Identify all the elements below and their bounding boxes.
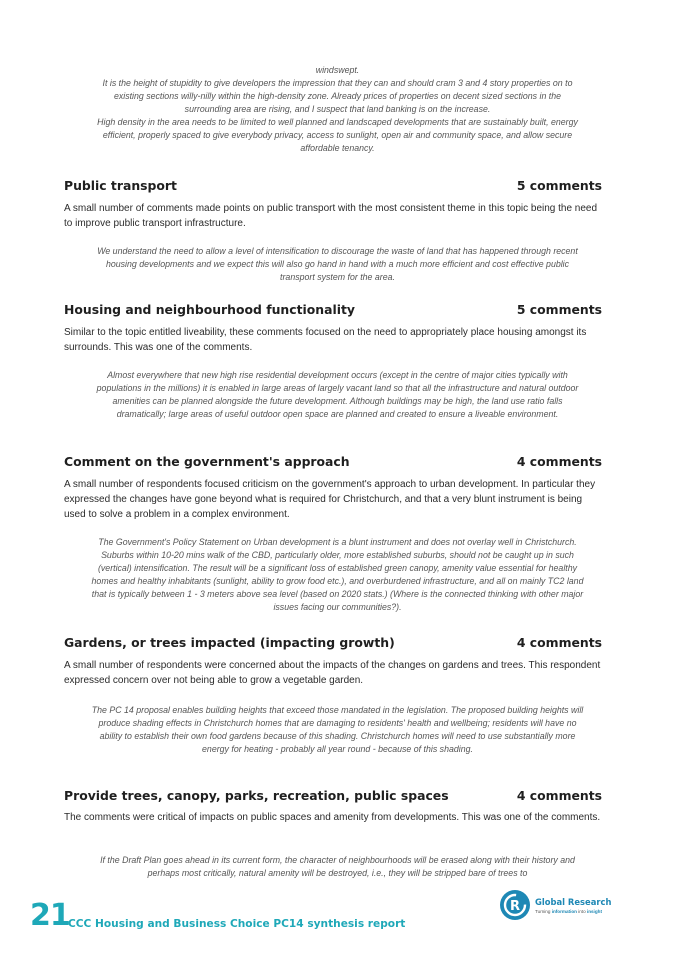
section-quote: Almost everywhere that new high rise residential development occurs (except in the centre of major cities typically with populations in the millions) it is enabled in large areas of largely vacant land so that all the infrastructure and natural outdoor amenities can be planned alongside the future development. Although buildings may be high, the land use ratio falls dramatically; large areas of useful outdoor open space are planned and created to ensure a liveable environment. (96, 370, 579, 419)
intro-quote-line: windswept. (315, 65, 360, 75)
section-body: A small number of respondents focused criticism on the government's approach to urban development. In particular they expressed the changes have gone beyond what is required for Christchurch, and that a very blunt instrument is being used to solve a problem in a complex environment. (64, 479, 596, 520)
logo-tagline-part: into (576, 909, 587, 914)
intro-quote-paragraph: High density in the area needs to be limited to well planned and landscaped developments that are sustainably built, energy efficient, properly spaced to give everybody privacy, access to sunlight, open air and community space, and allow secure affordable tenancy. (97, 117, 578, 153)
section-body: The comments were critical of impacts on public spaces and amenity from developments. This was one of the comments. (64, 812, 601, 823)
global-research-logo (499, 889, 649, 923)
intro-quote (90, 64, 585, 155)
logo-name: Global Research (535, 897, 612, 907)
logo-tagline-emphasis: insight (586, 909, 602, 914)
intro-quote-paragraph: It is the height of stupidity to give developers the impression that they can and should cram 3 and 4 story properties on to existing sections willy-nilly within the high-density zone. Already prices of properties on decent sized sections in the surrounding area are rising, and I suspect that land banking is on the increase. (102, 78, 573, 114)
report-title: CCC Housing and Business Choice PC14 synthesis report (68, 918, 406, 930)
section-title: Housing and neighbourhood functionality (64, 301, 355, 317)
comment-count: 4 comments (516, 453, 602, 469)
section-title: Comment on the government's approach (64, 453, 350, 469)
comment-count: 5 comments (516, 177, 602, 193)
section-title: Provide trees, canopy, parks, recreation, public spaces (64, 787, 449, 803)
logo-tagline-emphasis: information (551, 909, 577, 914)
section-heading-housing (64, 300, 602, 318)
section-quote: The Government's Policy Statement on Urban development is a blunt instrument and does not overlay well in Christchurch. Suburbs within 10-20 mins walk of the CBD, particularly older, more established suburbs, should not be caught up in such (vertical) intensification. The result will be a significant loss of established green canopy, amenity value essential for healthy homes and healthy inhabitants (sunlight, ability to grow food etc.), and overburdened infrastructure, and all on mainly TC2 land that is typically between 1 - 3 meters above sea level (based on 2020 stats.) (Where is the connected thinking with other major issues facing our communities?). (91, 537, 584, 612)
comment-count: 4 comments (516, 634, 602, 650)
section-quote: If the Draft Plan goes ahead in its current form, the character of neighbourhoods will be erased along with their history and perhaps most critically, natural amenity will be destroyed, i.e., they will be stripped bare of trees to (100, 855, 575, 878)
section-quote: The PC 14 proposal enables building heights that exceed those mandated in the legislation. The proposed building heights will produce shading effects in Christchurch homes that are damaging to residents' health and wellbeing; residents will have no ability to establish their own food gardens because of this shading. Christchurch homes will need to use substantially more energy for heating - probably all year round - because of this shading. (91, 705, 584, 754)
comment-count: 5 comments (516, 301, 602, 317)
section-title: Gardens, or trees impacted (impacting growth) (64, 634, 395, 650)
section-heading-government-approach (64, 452, 602, 470)
comment-count: 4 comments (516, 787, 602, 803)
section-body: A small number of comments made points on public transport with the most consistent theme in this topic being the need to improve public transport infrastructure. (64, 203, 598, 229)
logo-tagline (535, 909, 602, 914)
section-heading-gardens-trees (64, 633, 602, 651)
section-heading-public-transport (64, 176, 602, 194)
logo-mark-letter: R (509, 899, 521, 914)
section-heading-public-spaces (64, 786, 602, 804)
section-body: A small number of respondents were concerned about the impacts of the changes on gardens and trees. This respondent expressed concern over not being able to grow a vegetable garden. (64, 660, 601, 686)
section-quote: We understand the need to allow a level of intensification to discourage the waste of land that has happened through recent housing developments and we expect this will also go hand in hand with a much more efficient and cost effective public transport system for the area. (97, 246, 578, 282)
page-number: 21 (30, 898, 70, 933)
section-body: Similar to the topic entitled liveability, these comments focused on the need to appropriately place housing amongst its surrounds. This was one of the comments. (64, 327, 587, 353)
logo-tagline-part: Turning (535, 909, 552, 914)
logo-mark-icon (499, 889, 531, 921)
section-title: Public transport (64, 177, 177, 193)
